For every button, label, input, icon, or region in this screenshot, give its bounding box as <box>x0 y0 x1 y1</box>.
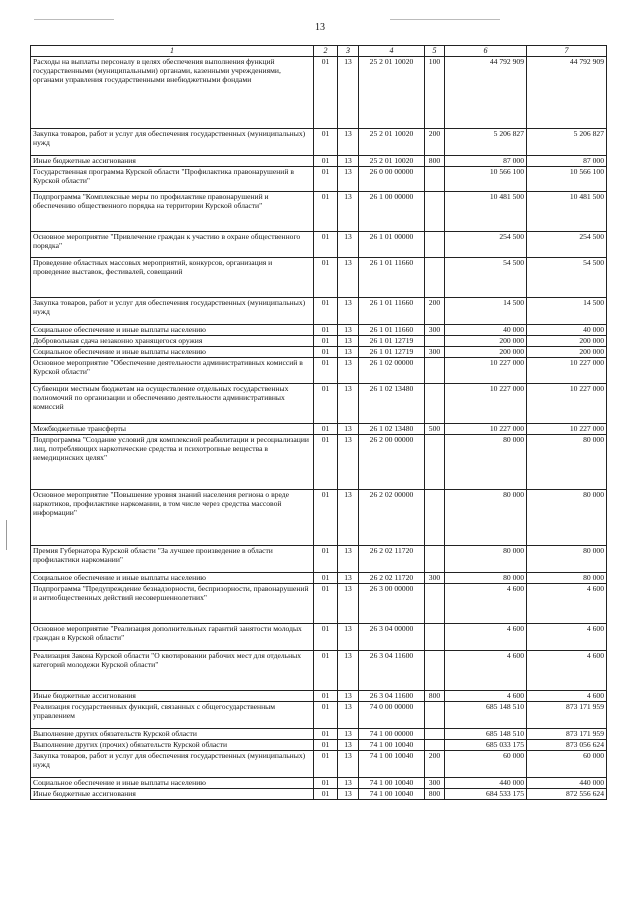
target-article-code: 26 1 01 12719 <box>359 347 425 358</box>
amount-year-1: 54 500 <box>445 258 527 298</box>
expense-type-code <box>425 384 445 424</box>
expense-type-code: 300 <box>425 347 445 358</box>
subsection-code: 13 <box>338 691 359 702</box>
section-code: 01 <box>314 490 338 546</box>
row-name: Подпрограмма "Создание условий для комплексной реабилитации и ресоциализации лиц, потребляющих наркотические средства и психотропные вещества в немедицинских целях" <box>31 435 314 490</box>
amount-year-2: 14 500 <box>527 298 607 325</box>
amount-year-2: 40 000 <box>527 325 607 336</box>
expense-type-code: 300 <box>425 778 445 789</box>
subsection-code: 13 <box>338 258 359 298</box>
amount-year-1: 440 000 <box>445 778 527 789</box>
target-article-code: 74 1 00 10040 <box>359 740 425 751</box>
table-row <box>31 435 607 490</box>
section-code: 01 <box>314 691 338 702</box>
section-code: 01 <box>314 424 338 435</box>
section-code: 01 <box>314 751 338 778</box>
row-name: Основное мероприятие "Реализация дополнительных гарантий занятости молодых граждан в Курской области" <box>31 624 314 651</box>
section-code: 01 <box>314 192 338 232</box>
amount-year-2: 4 600 <box>527 691 607 702</box>
target-article-code: 25 2 01 10020 <box>359 129 425 156</box>
amount-year-2: 10 227 000 <box>527 384 607 424</box>
expense-type-code <box>425 167 445 192</box>
amount-year-1: 10 227 000 <box>445 384 527 424</box>
amount-year-1: 684 533 175 <box>445 789 527 800</box>
row-name: Реализация государственных функций, связанных с общегосударственным управлением <box>31 702 314 729</box>
subsection-code: 13 <box>338 129 359 156</box>
table-row <box>31 789 607 800</box>
amount-year-2: 80 000 <box>527 490 607 546</box>
header-col-3: 3 <box>338 46 359 57</box>
subsection-code: 13 <box>338 751 359 778</box>
target-article-code: 26 1 01 11660 <box>359 325 425 336</box>
header-col-1: 1 <box>31 46 314 57</box>
section-code: 01 <box>314 156 338 167</box>
amount-year-2: 80 000 <box>527 435 607 490</box>
table-row <box>31 298 607 325</box>
row-name: Государственная программа Курской области "Профилактика правонарушений в Курской области" <box>31 167 314 192</box>
subsection-code: 13 <box>338 156 359 167</box>
row-name: Закупка товаров, работ и услуг для обеспечения государственных (муниципальных) нужд <box>31 129 314 156</box>
expense-type-code <box>425 358 445 384</box>
amount-year-2: 4 600 <box>527 584 607 624</box>
amount-year-2: 200 000 <box>527 347 607 358</box>
row-name: Выполнение других (прочих) обязательств Курской области <box>31 740 314 751</box>
row-name: Расходы на выплаты персоналу в целях обеспечения выполнения функций государственными (муниципальными) органами, казенными учреждениями, органами управления государственными внебюджетными фондами <box>31 57 314 129</box>
row-name: Премия Губернатора Курской области "За лучшее произведение в области профилактики наркомании" <box>31 546 314 573</box>
expense-type-code <box>425 336 445 347</box>
scan-artifact-right <box>390 19 500 20</box>
row-name: Социальное обеспечение и иные выплаты населению <box>31 325 314 336</box>
table-row <box>31 325 607 336</box>
table-row <box>31 232 607 258</box>
expense-type-code <box>425 651 445 691</box>
target-article-code: 26 0 00 00000 <box>359 167 425 192</box>
amount-year-1: 5 206 827 <box>445 129 527 156</box>
section-code: 01 <box>314 336 338 347</box>
amount-year-1: 200 000 <box>445 347 527 358</box>
row-name: Проведение областных массовых мероприятий, конкурсов, организация и проведение выставок, фестивалей, совещаний <box>31 258 314 298</box>
subsection-code: 13 <box>338 584 359 624</box>
subsection-code: 13 <box>338 573 359 584</box>
expense-type-code <box>425 258 445 298</box>
table-row <box>31 573 607 584</box>
amount-year-2: 54 500 <box>527 258 607 298</box>
amount-year-2: 60 000 <box>527 751 607 778</box>
table-row <box>31 167 607 192</box>
row-name: Межбюджетные трансферты <box>31 424 314 435</box>
table-row <box>31 57 607 129</box>
section-code: 01 <box>314 702 338 729</box>
amount-year-2: 873 056 624 <box>527 740 607 751</box>
amount-year-1: 80 000 <box>445 546 527 573</box>
table-body <box>31 57 607 800</box>
target-article-code: 74 1 00 10040 <box>359 789 425 800</box>
header-col-6: 6 <box>445 46 527 57</box>
target-article-code: 26 1 01 11660 <box>359 258 425 298</box>
expense-type-code: 800 <box>425 156 445 167</box>
target-article-code: 25 2 01 10020 <box>359 156 425 167</box>
header-row <box>31 46 607 57</box>
expense-type-code: 800 <box>425 789 445 800</box>
table-row <box>31 384 607 424</box>
target-article-code: 26 1 02 13480 <box>359 424 425 435</box>
target-article-code: 74 1 00 10040 <box>359 778 425 789</box>
target-article-code: 26 1 01 11660 <box>359 298 425 325</box>
amount-year-2: 80 000 <box>527 573 607 584</box>
amount-year-1: 10 227 000 <box>445 424 527 435</box>
target-article-code: 74 1 00 00000 <box>359 729 425 740</box>
amount-year-1: 4 600 <box>445 651 527 691</box>
table-row <box>31 624 607 651</box>
target-article-code: 74 0 00 00000 <box>359 702 425 729</box>
expense-type-code: 300 <box>425 325 445 336</box>
amount-year-1: 44 792 909 <box>445 57 527 129</box>
amount-year-1: 14 500 <box>445 298 527 325</box>
subsection-code: 13 <box>338 232 359 258</box>
expense-type-code: 200 <box>425 751 445 778</box>
table-row <box>31 691 607 702</box>
amount-year-1: 4 600 <box>445 624 527 651</box>
page-number: 13 <box>315 22 325 33</box>
expense-type-code: 100 <box>425 57 445 129</box>
amount-year-1: 685 033 175 <box>445 740 527 751</box>
amount-year-1: 40 000 <box>445 325 527 336</box>
subsection-code: 13 <box>338 57 359 129</box>
target-article-code: 26 1 02 00000 <box>359 358 425 384</box>
subsection-code: 13 <box>338 729 359 740</box>
subsection-code: 13 <box>338 789 359 800</box>
subsection-code: 13 <box>338 778 359 789</box>
table-row <box>31 358 607 384</box>
row-name: Социальное обеспечение и иные выплаты населению <box>31 573 314 584</box>
table-row <box>31 740 607 751</box>
amount-year-2: 10 227 000 <box>527 358 607 384</box>
section-code: 01 <box>314 729 338 740</box>
expense-type-code: 200 <box>425 129 445 156</box>
amount-year-2: 200 000 <box>527 336 607 347</box>
section-code: 01 <box>314 258 338 298</box>
amount-year-2: 10 481 500 <box>527 192 607 232</box>
subsection-code: 13 <box>338 435 359 490</box>
section-code: 01 <box>314 167 338 192</box>
row-name: Иные бюджетные ассигнования <box>31 156 314 167</box>
section-code: 01 <box>314 573 338 584</box>
table-row <box>31 546 607 573</box>
section-code: 01 <box>314 325 338 336</box>
section-code: 01 <box>314 584 338 624</box>
row-name: Закупка товаров, работ и услуг для обеспечения государственных (муниципальных) нужд <box>31 298 314 325</box>
amount-year-2: 873 171 959 <box>527 729 607 740</box>
subsection-code: 13 <box>338 546 359 573</box>
target-article-code: 26 3 00 00000 <box>359 584 425 624</box>
amount-year-1: 10 566 100 <box>445 167 527 192</box>
budget-table <box>30 45 607 800</box>
section-code: 01 <box>314 435 338 490</box>
subsection-code: 13 <box>338 624 359 651</box>
subsection-code: 13 <box>338 192 359 232</box>
row-name: Подпрограмма "Предупреждение безнадзорности, беспризорности, правонарушений и антиобщественных действий несовершеннолетних" <box>31 584 314 624</box>
target-article-code: 26 2 02 11720 <box>359 546 425 573</box>
row-name: Реализация Закона Курской области "О квотировании рабочих мест для отдельных категорий молодежи Курской области" <box>31 651 314 691</box>
table-row <box>31 751 607 778</box>
expense-type-code <box>425 192 445 232</box>
target-article-code: 26 3 04 00000 <box>359 624 425 651</box>
row-name: Социальное обеспечение и иные выплаты населению <box>31 347 314 358</box>
expense-type-code: 200 <box>425 298 445 325</box>
subsection-code: 13 <box>338 325 359 336</box>
target-article-code: 26 1 01 12719 <box>359 336 425 347</box>
table-row <box>31 258 607 298</box>
table-row <box>31 651 607 691</box>
subsection-code: 13 <box>338 336 359 347</box>
section-code: 01 <box>314 358 338 384</box>
amount-year-1: 10 481 500 <box>445 192 527 232</box>
table-row <box>31 584 607 624</box>
table-row <box>31 490 607 546</box>
expense-type-code <box>425 729 445 740</box>
expense-type-code <box>425 435 445 490</box>
section-code: 01 <box>314 624 338 651</box>
amount-year-1: 60 000 <box>445 751 527 778</box>
subsection-code: 13 <box>338 424 359 435</box>
amount-year-1: 80 000 <box>445 490 527 546</box>
section-code: 01 <box>314 651 338 691</box>
row-name: Закупка товаров, работ и услуг для обеспечения государственных (муниципальных) нужд <box>31 751 314 778</box>
header-col-2: 2 <box>314 46 338 57</box>
row-name: Добровольная сдача незаконно хранящегося оружия <box>31 336 314 347</box>
row-name: Субвенции местным бюджетам на осуществление отдельных государственных полномочий по организации и обеспечению деятельности административных комиссий <box>31 384 314 424</box>
subsection-code: 13 <box>338 384 359 424</box>
section-code: 01 <box>314 789 338 800</box>
target-article-code: 26 3 04 11600 <box>359 651 425 691</box>
subsection-code: 13 <box>338 358 359 384</box>
row-name: Социальное обеспечение и иные выплаты населению <box>31 778 314 789</box>
table-row <box>31 192 607 232</box>
target-article-code: 26 2 02 00000 <box>359 490 425 546</box>
subsection-code: 13 <box>338 347 359 358</box>
section-code: 01 <box>314 129 338 156</box>
target-article-code: 26 2 00 00000 <box>359 435 425 490</box>
expense-type-code <box>425 740 445 751</box>
expense-type-code <box>425 546 445 573</box>
amount-year-1: 200 000 <box>445 336 527 347</box>
amount-year-2: 80 000 <box>527 546 607 573</box>
amount-year-2: 4 600 <box>527 624 607 651</box>
subsection-code: 13 <box>338 651 359 691</box>
row-name: Основное мероприятие "Повышение уровня знаний населения региона о вреде наркотиков, профилактике наркомании, в том числе через средства массовой информации" <box>31 490 314 546</box>
amount-year-1: 685 148 510 <box>445 702 527 729</box>
subsection-code: 13 <box>338 702 359 729</box>
amount-year-1: 87 000 <box>445 156 527 167</box>
scan-edge-mark <box>6 520 7 550</box>
expense-type-code <box>425 232 445 258</box>
expense-type-code <box>425 624 445 651</box>
expense-type-code: 800 <box>425 691 445 702</box>
amount-year-1: 685 148 510 <box>445 729 527 740</box>
amount-year-1: 4 600 <box>445 584 527 624</box>
table-row <box>31 129 607 156</box>
section-code: 01 <box>314 384 338 424</box>
table-row <box>31 702 607 729</box>
expense-type-code <box>425 702 445 729</box>
row-name: Иные бюджетные ассигнования <box>31 789 314 800</box>
amount-year-2: 440 000 <box>527 778 607 789</box>
expense-type-code: 500 <box>425 424 445 435</box>
row-name: Выполнение других обязательств Курской области <box>31 729 314 740</box>
section-code: 01 <box>314 298 338 325</box>
section-code: 01 <box>314 232 338 258</box>
subsection-code: 13 <box>338 490 359 546</box>
target-article-code: 74 1 00 10040 <box>359 751 425 778</box>
table-row <box>31 778 607 789</box>
row-name: Подпрограмма "Комплексные меры по профилактике правонарушений и обеспечению общественного порядка на территории Курской области" <box>31 192 314 232</box>
target-article-code: 26 1 01 00000 <box>359 232 425 258</box>
expense-type-code: 300 <box>425 573 445 584</box>
amount-year-2: 10 227 000 <box>527 424 607 435</box>
amount-year-2: 872 556 624 <box>527 789 607 800</box>
amount-year-2: 5 206 827 <box>527 129 607 156</box>
header-col-4: 4 <box>359 46 425 57</box>
subsection-code: 13 <box>338 298 359 325</box>
section-code: 01 <box>314 57 338 129</box>
table-row <box>31 336 607 347</box>
amount-year-1: 80 000 <box>445 435 527 490</box>
amount-year-2: 4 600 <box>527 651 607 691</box>
amount-year-1: 80 000 <box>445 573 527 584</box>
expense-type-code <box>425 584 445 624</box>
table-row <box>31 729 607 740</box>
amount-year-1: 10 227 000 <box>445 358 527 384</box>
target-article-code: 26 1 00 00000 <box>359 192 425 232</box>
target-article-code: 26 1 02 13480 <box>359 384 425 424</box>
section-code: 01 <box>314 740 338 751</box>
subsection-code: 13 <box>338 740 359 751</box>
table-row <box>31 347 607 358</box>
subsection-code: 13 <box>338 167 359 192</box>
table-row <box>31 156 607 167</box>
amount-year-2: 873 171 959 <box>527 702 607 729</box>
header-col-7: 7 <box>527 46 607 57</box>
row-name: Иные бюджетные ассигнования <box>31 691 314 702</box>
target-article-code: 26 2 02 11720 <box>359 573 425 584</box>
section-code: 01 <box>314 347 338 358</box>
section-code: 01 <box>314 778 338 789</box>
amount-year-2: 87 000 <box>527 156 607 167</box>
target-article-code: 26 3 04 11600 <box>359 691 425 702</box>
amount-year-1: 4 600 <box>445 691 527 702</box>
amount-year-2: 254 500 <box>527 232 607 258</box>
scan-artifact-left <box>34 19 114 20</box>
target-article-code: 25 2 01 10020 <box>359 57 425 129</box>
amount-year-2: 44 792 909 <box>527 57 607 129</box>
amount-year-2: 10 566 100 <box>527 167 607 192</box>
expense-type-code <box>425 490 445 546</box>
header-col-5: 5 <box>425 46 445 57</box>
row-name: Основное мероприятие "Обеспечение деятельности административных комиссий в Курской области" <box>31 358 314 384</box>
section-code: 01 <box>314 546 338 573</box>
table-row <box>31 424 607 435</box>
row-name: Основное мероприятие "Привлечение граждан к участию в охране общественного порядка" <box>31 232 314 258</box>
amount-year-1: 254 500 <box>445 232 527 258</box>
